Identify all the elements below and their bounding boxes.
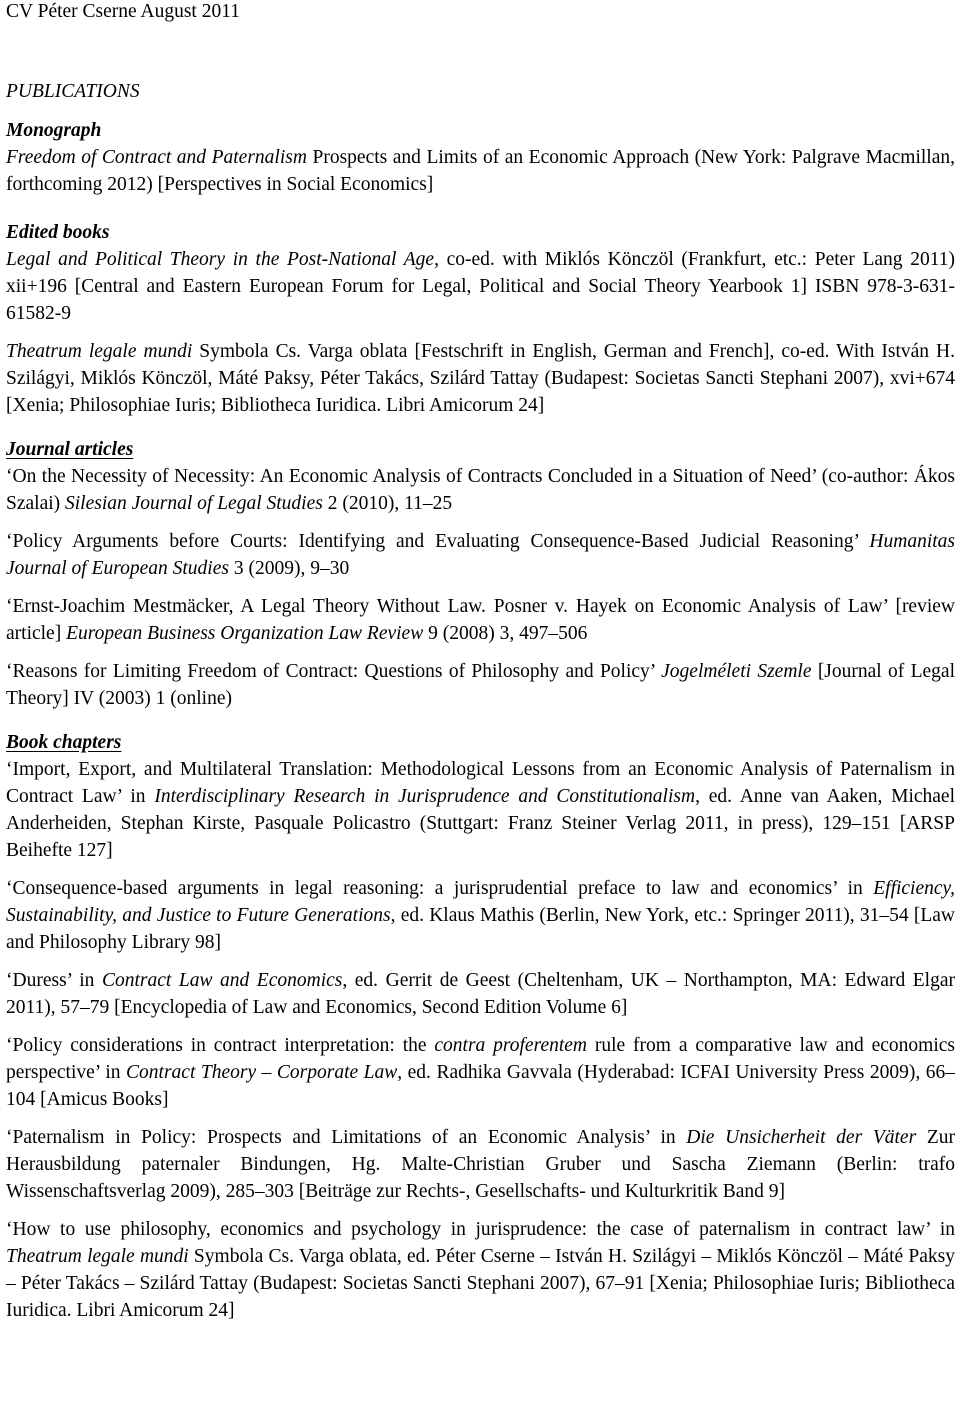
- book-chapter-entry: [6, 1032, 955, 1113]
- entry-text: Symbola Cs. Varga oblata, ed. Péter Cserne – István H. Szilágyi – Miklós Könczöl – Máté Paksy – Péter Takács – Szilárd Tattay (Budapest: Societas Sancti Stephani 2007), 67–91 [Xenia; Philosophiae Iuris; Bibliotheca Iuridica. Libri Amicorum 24]: [6, 1246, 955, 1321]
- journal-articles-heading: Journal articles: [6, 439, 134, 460]
- edited-book-entry: [6, 338, 955, 419]
- edited-books-heading: Edited books: [6, 222, 110, 243]
- entry-term: contra proferentem: [434, 1035, 588, 1056]
- entry-text: ‘Policy Arguments before Courts: Identifying and Evaluating Consequence-Based Judicial Reasoning’: [6, 531, 870, 552]
- edited-book-entry: [6, 246, 955, 327]
- entry-book: Interdisciplinary Research in Jurisprudence and Constitutionalism: [154, 786, 696, 807]
- monograph-heading: Monograph: [6, 120, 102, 141]
- entry-text: Prospects and Limits of an Economic Approach (New York: Palgrave Macmillan, forthcoming 2012) [Perspectives in Social Economics]: [6, 147, 955, 195]
- entry-text: ‘Import, Export, and Multilateral Translation: Methodological Lessons from an Economic Analysis of Paternalism in Contract Law’ in: [6, 759, 955, 807]
- entry-text: , ed. Gerrit de Geest (Cheltenham, UK – Northampton, MA: Edward Elgar 2011), 57–79 [Encyclopedia of Law and Economics, Second Edition Volume 6]: [6, 970, 955, 1018]
- entry-book: Contract Law and Economics: [101, 970, 343, 991]
- entry-text: , co-ed. with Miklós Könczöl (Frankfurt, etc.: Peter Lang 2011) xii+196 [Central and Eastern European Forum for Legal, Political and Social Theory Yearbook 1] ISBN 978-3-631-61582-9: [6, 249, 955, 324]
- spacer: [6, 209, 955, 219]
- entry-text: ‘Consequence-based arguments in legal reasoning: a jurisprudential preface to law and economics’ in: [6, 878, 874, 899]
- journal-article-entry: [6, 528, 955, 582]
- section-title: PUBLICATIONS: [6, 81, 140, 102]
- book-chapter-entry: [6, 1216, 955, 1324]
- entry-title: Freedom of Contract and Paternalism: [6, 147, 307, 168]
- entry-text: ‘Ernst-Joachim Mestmäcker, A Legal Theory Without Law. Posner v. Hayek on Economic Analysis of Law’ [review article]: [6, 596, 955, 644]
- entry-book: Efficiency, Sustainability, and Justice to Future Generations: [6, 878, 955, 926]
- entry-text: 2 (2010), 11–25: [322, 493, 453, 514]
- page-header: CV Péter Cserne August 2011: [6, 1, 240, 22]
- entry-text: , ed. Klaus Mathis (Berlin, New York, etc.: Springer 2011), 31–54 [Law and Philosophy Library 98]: [6, 905, 955, 953]
- book-chapter-entry: [6, 1124, 955, 1205]
- journal-article-entry: [6, 593, 955, 647]
- entry-text: ‘Paternalism in Policy: Prospects and Limitations of an Economic Analysis’ in: [6, 1127, 687, 1148]
- entry-book: Die Unsicherheit der Väter: [686, 1127, 917, 1148]
- entry-text: , ed. Anne van Aaken, Michael Anderheiden, Stephan Kirste, Pasquale Policastro (Stuttgart: Franz Steiner Verlag 2011, in press), 129–151 [ARSP Beihefte 127]: [6, 786, 955, 861]
- entry-journal: Silesian Journal of Legal Studies: [65, 493, 323, 514]
- entry-text: rule from a comparative law and economics perspective’ in: [6, 1035, 955, 1083]
- entry-journal: Humanitas Journal of European Studies: [6, 531, 955, 579]
- entry-text: ‘On the Necessity of Necessity: An Economic Analysis of Contracts Concluded in a Situation of Need’ (co-author: Ákos Szalai): [6, 466, 955, 514]
- book-chapter-entry: [6, 967, 955, 1021]
- entry-text: Symbola Cs. Varga oblata [Festschrift in English, German and French], co-ed. With István H. Szilágyi, Miklós Könczöl, Máté Paksy, Péter Takács, Szilárd Tattay (Budapest: Societas Sancti Stephani 2007), xvi+674 [Xenia; Philosophiae Iuris; Bibliotheca Iuridica. Libri Amicorum 24]: [6, 341, 955, 416]
- entry-text: 9 (2008) 3, 497–506: [423, 623, 588, 644]
- entry-text: ‘How to use philosophy, economics and psychology in jurisprudence: the case of paternalism in contract law’ in: [6, 1219, 955, 1240]
- entry-text: ‘Policy considerations in contract interpretation: the: [6, 1035, 435, 1056]
- entry-text: ‘Duress’ in: [6, 970, 102, 991]
- entry-text: ‘Reasons for Limiting Freedom of Contract: Questions of Philosophy and Policy’: [6, 661, 662, 682]
- journal-article-entry: [6, 658, 955, 712]
- book-chapters-heading: Book chapters: [6, 732, 122, 753]
- entry-title: Theatrum legale mundi: [6, 341, 193, 362]
- entry-book: Contract Theory – Corporate Law: [126, 1062, 398, 1083]
- entry-journal: European Business Organization Law Review: [66, 623, 424, 644]
- monograph-entry: [6, 144, 955, 198]
- book-chapter-entry: [6, 875, 955, 956]
- entry-book: Theatrum legale mundi: [6, 1246, 189, 1267]
- entry-text: [Journal of Legal Theory] IV (2003) 1 (online): [6, 661, 955, 709]
- journal-article-entry: [6, 463, 955, 517]
- entry-text: , ed. Radhika Gavvala (Hyderabad: ICFAI University Press 2009), 66–104 [Amicus Books]: [6, 1062, 955, 1110]
- publications-content: [6, 78, 955, 1335]
- entry-text: 3 (2009), 9–30: [228, 558, 350, 579]
- book-chapter-entry: [6, 756, 955, 864]
- entry-text: Zur Herausbildung paternaler Bindungen, Hg. Malte-Christian Gruber und Sascha Ziemann (Berlin: trafo Wissenschaftsverlag 2009), 285–303 [Beiträge zur Rechts-, Gesellschafts- und Kulturkritik Band 9]: [6, 1127, 955, 1202]
- entry-title: Legal and Political Theory in the Post-National Age: [6, 249, 435, 270]
- entry-journal: Jogelméleti Szemle: [661, 661, 812, 682]
